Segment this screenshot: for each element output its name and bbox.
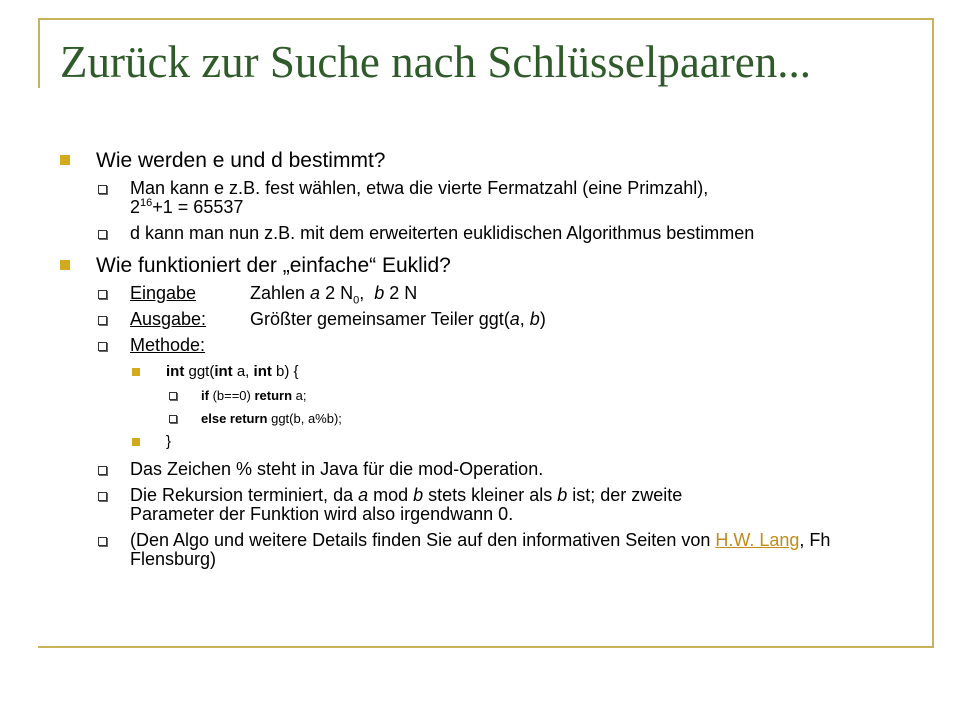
bullet-q1 [56,148,916,173]
methode-label: Methode: [130,335,206,355]
kw-return: return [254,388,293,403]
code-text: a; [292,388,307,403]
code-line-1 [56,362,916,382]
eingabe-pre: Zahlen [250,283,311,303]
code-line-4 [56,432,916,452]
code-line-2 [56,386,916,406]
slide-title: Zurück zur Suche nach Schlüsselpaaren... [60,37,811,87]
d-text: d kann man nun z.B. mit dem erweiterten euklidischen Algorithmus bestimmen [130,223,755,243]
square-bullet-icon [98,537,107,546]
note2-text: mod [368,485,414,505]
note2-b: b [413,485,424,505]
ausgabe-label: Ausgabe: [130,309,207,329]
bullet-q2 [56,253,916,278]
sub-bullet-ausgabe [56,310,916,329]
fermat-base: 2 [130,197,141,217]
bullet-q2-text: Wie funktioniert der „einfache“ Euklid? [96,254,451,277]
frame-top-line [38,18,934,20]
code-text: ggt( [184,363,215,380]
note2-text: ist; der zweite Parameter der Funktion wird also irgendwann 0. [130,485,683,524]
kw-int: int [166,363,185,380]
code-line-3 [56,409,916,429]
hw-lang-link[interactable]: H.W. Lang [715,530,800,550]
note2-a: a [358,485,369,505]
sub-bullet-d [56,224,830,243]
code-text: } [166,433,172,450]
eingabe-end: 2 N [384,283,418,303]
kw-int: int [253,363,272,380]
bullet-q1-text: Wie werden e und d bestimmt? [96,149,386,172]
square-bullet-icon [98,290,107,299]
note2-text: Die Rekursion terminiert, da [130,485,359,505]
code-text: (b==0) [208,388,255,403]
square-bullet-icon [169,392,177,400]
sub-bullet-eingabe [56,283,916,307]
sub-bullet-note1 [56,460,916,479]
note3-text: (Den Algo und weitere Details finden Sie auf den informativen Seiten von [130,530,716,550]
square-bullet-icon [98,492,107,501]
ausgabe-a: a [509,309,520,329]
ausgabe-comma: , [519,309,530,329]
kw-if: if [201,388,209,403]
code-text: a, [232,363,254,380]
square-bullet-icon [98,185,107,194]
ausgabe-b: b [529,309,540,329]
ausgabe-pre: Größter gemeinsamer Teiler ggt( [250,309,510,329]
sub-bullet-note3 [56,531,920,569]
eingabe-sep: , [359,283,375,303]
note2-text: stets kleiner als [423,485,558,505]
code-text: ggt(b, a%b); [267,411,342,426]
square-bullet-icon [98,466,107,475]
square-bullet-icon [98,230,107,239]
note2-b: b [557,485,568,505]
eingabe-label: Eingabe [130,283,197,303]
eingabe-mid: 2 N [320,283,354,303]
fermat-rest: +1 = 65537 [152,197,244,217]
frame-bottom-line [38,646,934,648]
eingabe-b: b [374,283,385,303]
kw-int: int [214,363,233,380]
ausgabe-close: ) [539,309,546,329]
sub-bullet-note2 [56,486,770,524]
note3-text: , Fh Flensburg) [130,530,831,569]
code-text: b) { [271,363,299,380]
frame-right-line [932,18,934,648]
kw-else-return: else return [201,411,268,426]
eingabe-a: a [310,283,321,303]
square-bullet-icon [98,342,107,351]
fermat-exp: 16 [140,197,153,209]
square-bullet-icon [98,316,107,325]
note1-text: Das Zeichen % steht in Java für die mod-Operation. [130,459,544,479]
frame-left-line [38,18,40,88]
eingabe-sub: 0 [353,294,360,307]
sub-bullet-fermat [56,179,916,217]
sub-bullet-methode [56,336,916,355]
fermat-text-a: Man kann e z.B. fest wählen, etwa die vierte Fermatzahl (eine Primzahl), [130,178,709,198]
slide-content [56,148,916,576]
square-bullet-icon [169,415,177,423]
